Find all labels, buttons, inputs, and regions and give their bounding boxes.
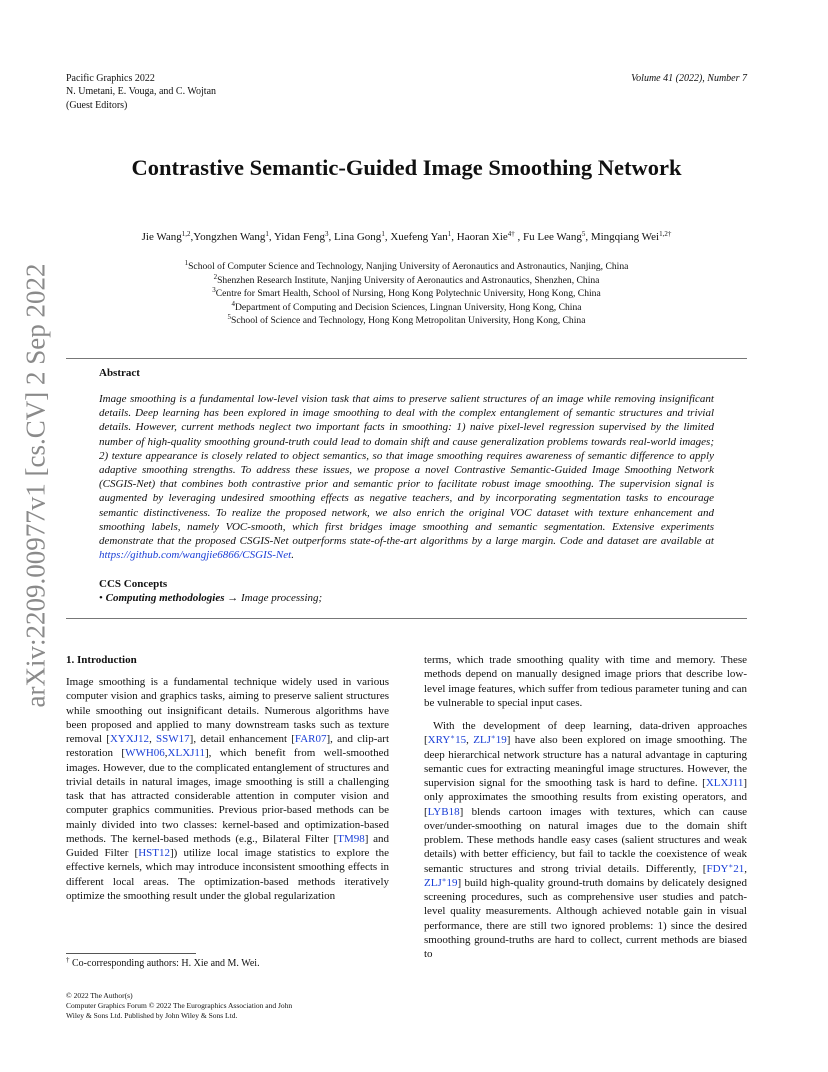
ccs-arrow: → xyxy=(227,592,239,604)
affiliation-text: Shenzhen Research Institute, Nanjing University of Aeronautics and Astronautics, Shenzhen, China xyxy=(217,274,600,286)
body-text: , xyxy=(744,862,747,875)
author-name: Fu Lee Wang xyxy=(523,231,582,243)
intro-paragraph-2: terms, which trade smoothing quality with time and memory. These methods depend on manually designed image priors that describe low-level image features, which suffer from tedious parameter tuning and can be vulnerable to special input cases. xyxy=(424,654,747,709)
author-name: Lina Gong xyxy=(333,231,382,243)
author-name: Mingqiang Wei xyxy=(590,231,660,243)
intro-paragraph-3 xyxy=(424,719,747,961)
citation-link[interactable]: FAR07 xyxy=(294,733,327,745)
affiliation-text: Centre for Smart Health, School of Nursing, Hong Kong Polytechnic University, Hong Kong, China xyxy=(215,288,601,299)
body-text: ] and Guided Filter [ xyxy=(66,832,390,859)
citation-link[interactable]: 19 xyxy=(495,734,507,747)
footnote-mark: † xyxy=(66,956,70,964)
ccs-heading: CCS Concepts xyxy=(99,578,168,590)
citation-mark: ∗ xyxy=(728,861,734,870)
body-text: , xyxy=(164,747,168,760)
author-affil-mark: 1 xyxy=(447,230,452,238)
body-text: ] have also been explored on image smoothing. The deep hierarchical network structure has a natural advantage in capturing semantic cues for extracting meaningful image structures. However, the supervision signal for the smoothing task is hard to define. [ xyxy=(424,734,748,789)
body-text: ] blends cartoon images with textures, which can cause over/under-smoothing on natural images due to the domain shift problem. These methods handle easy cases (salient structures and weak details) with better efficiency, but fail to tackle the coexistence of weak semantic structures and strong trivial details. Differently, [ xyxy=(424,805,747,875)
citation-link[interactable]: 21 xyxy=(733,862,745,875)
affiliation-number: 4 xyxy=(231,299,235,308)
citation-link[interactable]: XLXJ11 xyxy=(167,747,206,760)
copyright-notice xyxy=(66,991,366,1021)
affiliation-number: 3 xyxy=(212,286,216,294)
body-text: ], which benefit from well-smoothed images. However, due to the complicated entanglement of structures and trivial details in natural images, image smoothing is still a challenging task that has attracted considerable attention in computer vision and computer graphics communities. Previous prior-based methods can be mainly divided into two classes: kernel-based and optimization-based methods. The kernel-based methods (e.g., Bilateral Filter [ xyxy=(66,747,389,845)
author-name: Haoran Xie xyxy=(456,231,508,243)
citation-link[interactable]: 15 xyxy=(455,734,467,747)
citation-link[interactable]: ZLJ xyxy=(473,734,491,747)
venue-label: Pacific Graphics 2022 xyxy=(66,73,155,84)
journal-header xyxy=(66,72,216,112)
body-text: , xyxy=(149,733,157,745)
citation-link[interactable]: TM98 xyxy=(337,832,365,845)
body-text: With the development of deep learning, data-driven approaches [ xyxy=(424,720,747,747)
author-affil-mark: 5 xyxy=(581,230,586,238)
affiliation-item xyxy=(66,301,747,315)
ccs-subcategory: Image processing; xyxy=(241,592,323,604)
citation-mark: ∗ xyxy=(441,875,447,884)
abstract-top-rule xyxy=(66,358,747,359)
body-text: ]) utilize local image statistics to explore the effective kernels, which may introduce inconsistent smoothing effects in different local areas. The optimization-based methods iteratively optimize the smoothing result under the global regularization xyxy=(66,847,389,902)
section-heading-introduction: 1. Introduction xyxy=(66,654,137,666)
affiliation-text: School of Science and Technology, Hong Kong Metropolitan University, Hong Kong, China xyxy=(231,315,586,326)
body-text: ], detail enhancement [ xyxy=(189,733,295,745)
affiliation-number: 1 xyxy=(184,259,189,267)
editors-role-label: (Guest Editors) xyxy=(66,99,128,111)
editors-label: N. Umetani, E. Vouga, and C. Wojtan xyxy=(66,86,217,98)
author-affil-mark: 1,2 xyxy=(181,230,191,238)
abstract-body xyxy=(99,392,714,562)
ccs-category: Computing methodologies xyxy=(105,592,225,604)
affiliation-item xyxy=(66,274,747,288)
copyright-line: © 2022 The Author(s) xyxy=(66,991,133,1000)
abstract-bottom-rule xyxy=(66,618,747,619)
abstract-text: Image smoothing is a fundamental low-level vision task that aims to preserve salient structures of an image while removing insignificant details. Deep learning has been explored in image smoothing to deal with the complex entanglement of semantic structures and trivial details. However, current methods neglect two important facts in smoothing: 1) naive pixel-level regression supervised by the limited number of high-quality smoothing ground-truth could lead to domain shift and cause generalization problems towards real-world images; 2) texture appearance is closely related to object semantics, so that image smoothing requires awareness of semantic difference to apply adaptive smoothing strengths. To address these issues, we propose a novel Contrastive Semantic-Guided Image Smoothing Network (CSGIS-Net) that combines both contrastive prior and semantic prior to facilitate robust image smoothing. The supervision signal is augmented by leveraging undesired smoothing effects as negative teachers, and by incorporating segmentation tasks to encourage semantic distinctiveness. To realize the proposed network, we also enrich the original VOC dataset with texture enhancement and smoothing labels, namely VOC-smooth, which first bridges image smoothing and semantic segmentation. Extensive experiments demonstrate that the proposed CSGIS-Net outperforms state-of-the-art algorithms by a large margin. Code and dataset are available at xyxy=(99,393,714,548)
author-affil-mark: 1 xyxy=(265,230,269,238)
affiliation-item xyxy=(66,260,747,274)
affiliation-item xyxy=(66,314,747,328)
affiliation-list xyxy=(66,260,747,328)
citation-link[interactable]: WWH06 xyxy=(125,747,165,760)
footnote-text: Co-corresponding authors: H. Xie and M. Wei. xyxy=(69,958,260,969)
author-affil-mark: 4† xyxy=(507,230,515,238)
author-name: Xuefeng Yan xyxy=(390,231,448,243)
body-text: , xyxy=(466,734,474,747)
citation-link[interactable]: XLXJ11 xyxy=(705,777,744,789)
footnote xyxy=(66,958,260,969)
ccs-bullet: • xyxy=(99,592,103,604)
copyright-line: Wiley & Sons Ltd. Published by John Wiley & Sons Ltd. xyxy=(66,1011,238,1020)
citation-link[interactable]: XYXJ12 xyxy=(109,733,150,745)
ccs-concept xyxy=(99,592,322,604)
citation-link[interactable]: SSW17 xyxy=(156,733,190,745)
body-text: ], and clip-art restoration [ xyxy=(66,733,389,760)
affiliation-text: Department of Computing and Decision Sciences, Lingnan University, Hong Kong, China xyxy=(234,301,582,313)
author-name: Yongzhen Wang xyxy=(193,231,266,243)
arxiv-watermark xyxy=(8,263,64,707)
author-affil-mark: 1,2† xyxy=(659,230,672,238)
author-affil-mark: 1 xyxy=(381,230,385,238)
intro-paragraph-1 xyxy=(66,675,389,903)
body-text: ] only approximates the smoothing results from existing operators, and [ xyxy=(424,777,747,818)
code-dataset-link[interactable]: https://github.com/wangjie6866/CSGIS-Net xyxy=(99,549,292,562)
abstract-end: . xyxy=(291,549,294,562)
affiliation-number: 2 xyxy=(213,272,218,281)
citation-link[interactable]: 19 xyxy=(446,876,458,889)
author-affil-mark: 3 xyxy=(324,230,329,238)
citation-mark: ∗ xyxy=(450,733,456,742)
affiliation-number: 5 xyxy=(227,313,232,321)
copyright-line: Computer Graphics Forum © 2022 The Eurographics Association and John xyxy=(66,1001,293,1010)
author-name: Jie Wang xyxy=(141,231,182,243)
body-text: Image smoothing is a fundamental technique widely used in various computer vision and graphics tasks, aiming to preserve salient structures while smoothing out insignificant details. Numerous algorithms have been proposed and applied to many downstream tasks such as texture removal [ xyxy=(66,676,389,745)
abstract-heading: Abstract xyxy=(99,367,140,379)
citation-link[interactable]: HST12 xyxy=(138,847,170,859)
footnote-rule xyxy=(66,953,196,954)
author-list: Jie Wang$^{1,2}$,Yongzhen Wang$^1$, Yidan Feng$^3$, Lina Gong$^1$, Xuefeng Yan$^1$, Haoran Xie$^{4\dagger}$ , Fu Lee Wang$^5$, Mingqiang Wei$^{1,2\dagger}$ xyxy=(141,230,672,243)
citation-mark: ∗ xyxy=(490,733,496,742)
citation-link[interactable]: LYB18 xyxy=(427,805,460,818)
arxiv-id-text: arXiv:2209.00977v1 [cs.CV] 2 Sep 2022 xyxy=(20,263,51,707)
volume-label: Volume 41 (2022), Number 7 xyxy=(631,73,747,84)
body-text: ] build high-quality ground-truth domains by delicately designed screening procedures, such as comprehensive user studies and patch-level quality measurements. Although achieved notable gain in visual performance, there are still two ignored problems: 1) since the desired smoothing ground-truths are hard to collect, current methods are biased to xyxy=(424,876,747,960)
citation-link[interactable]: FDY xyxy=(706,862,729,875)
paper-title: Contrastive Semantic-Guided Image Smoothing Network xyxy=(131,155,682,180)
affiliation-text: School of Computer Science and Technology, Nanjing University of Aeronautics and Astronautics, Nanjing, China xyxy=(188,261,629,272)
citation-link[interactable]: ZLJ xyxy=(424,876,442,889)
citation-link[interactable]: XRY xyxy=(427,734,451,747)
author-name: Yidan Feng xyxy=(273,231,325,243)
affiliation-item xyxy=(66,287,747,301)
